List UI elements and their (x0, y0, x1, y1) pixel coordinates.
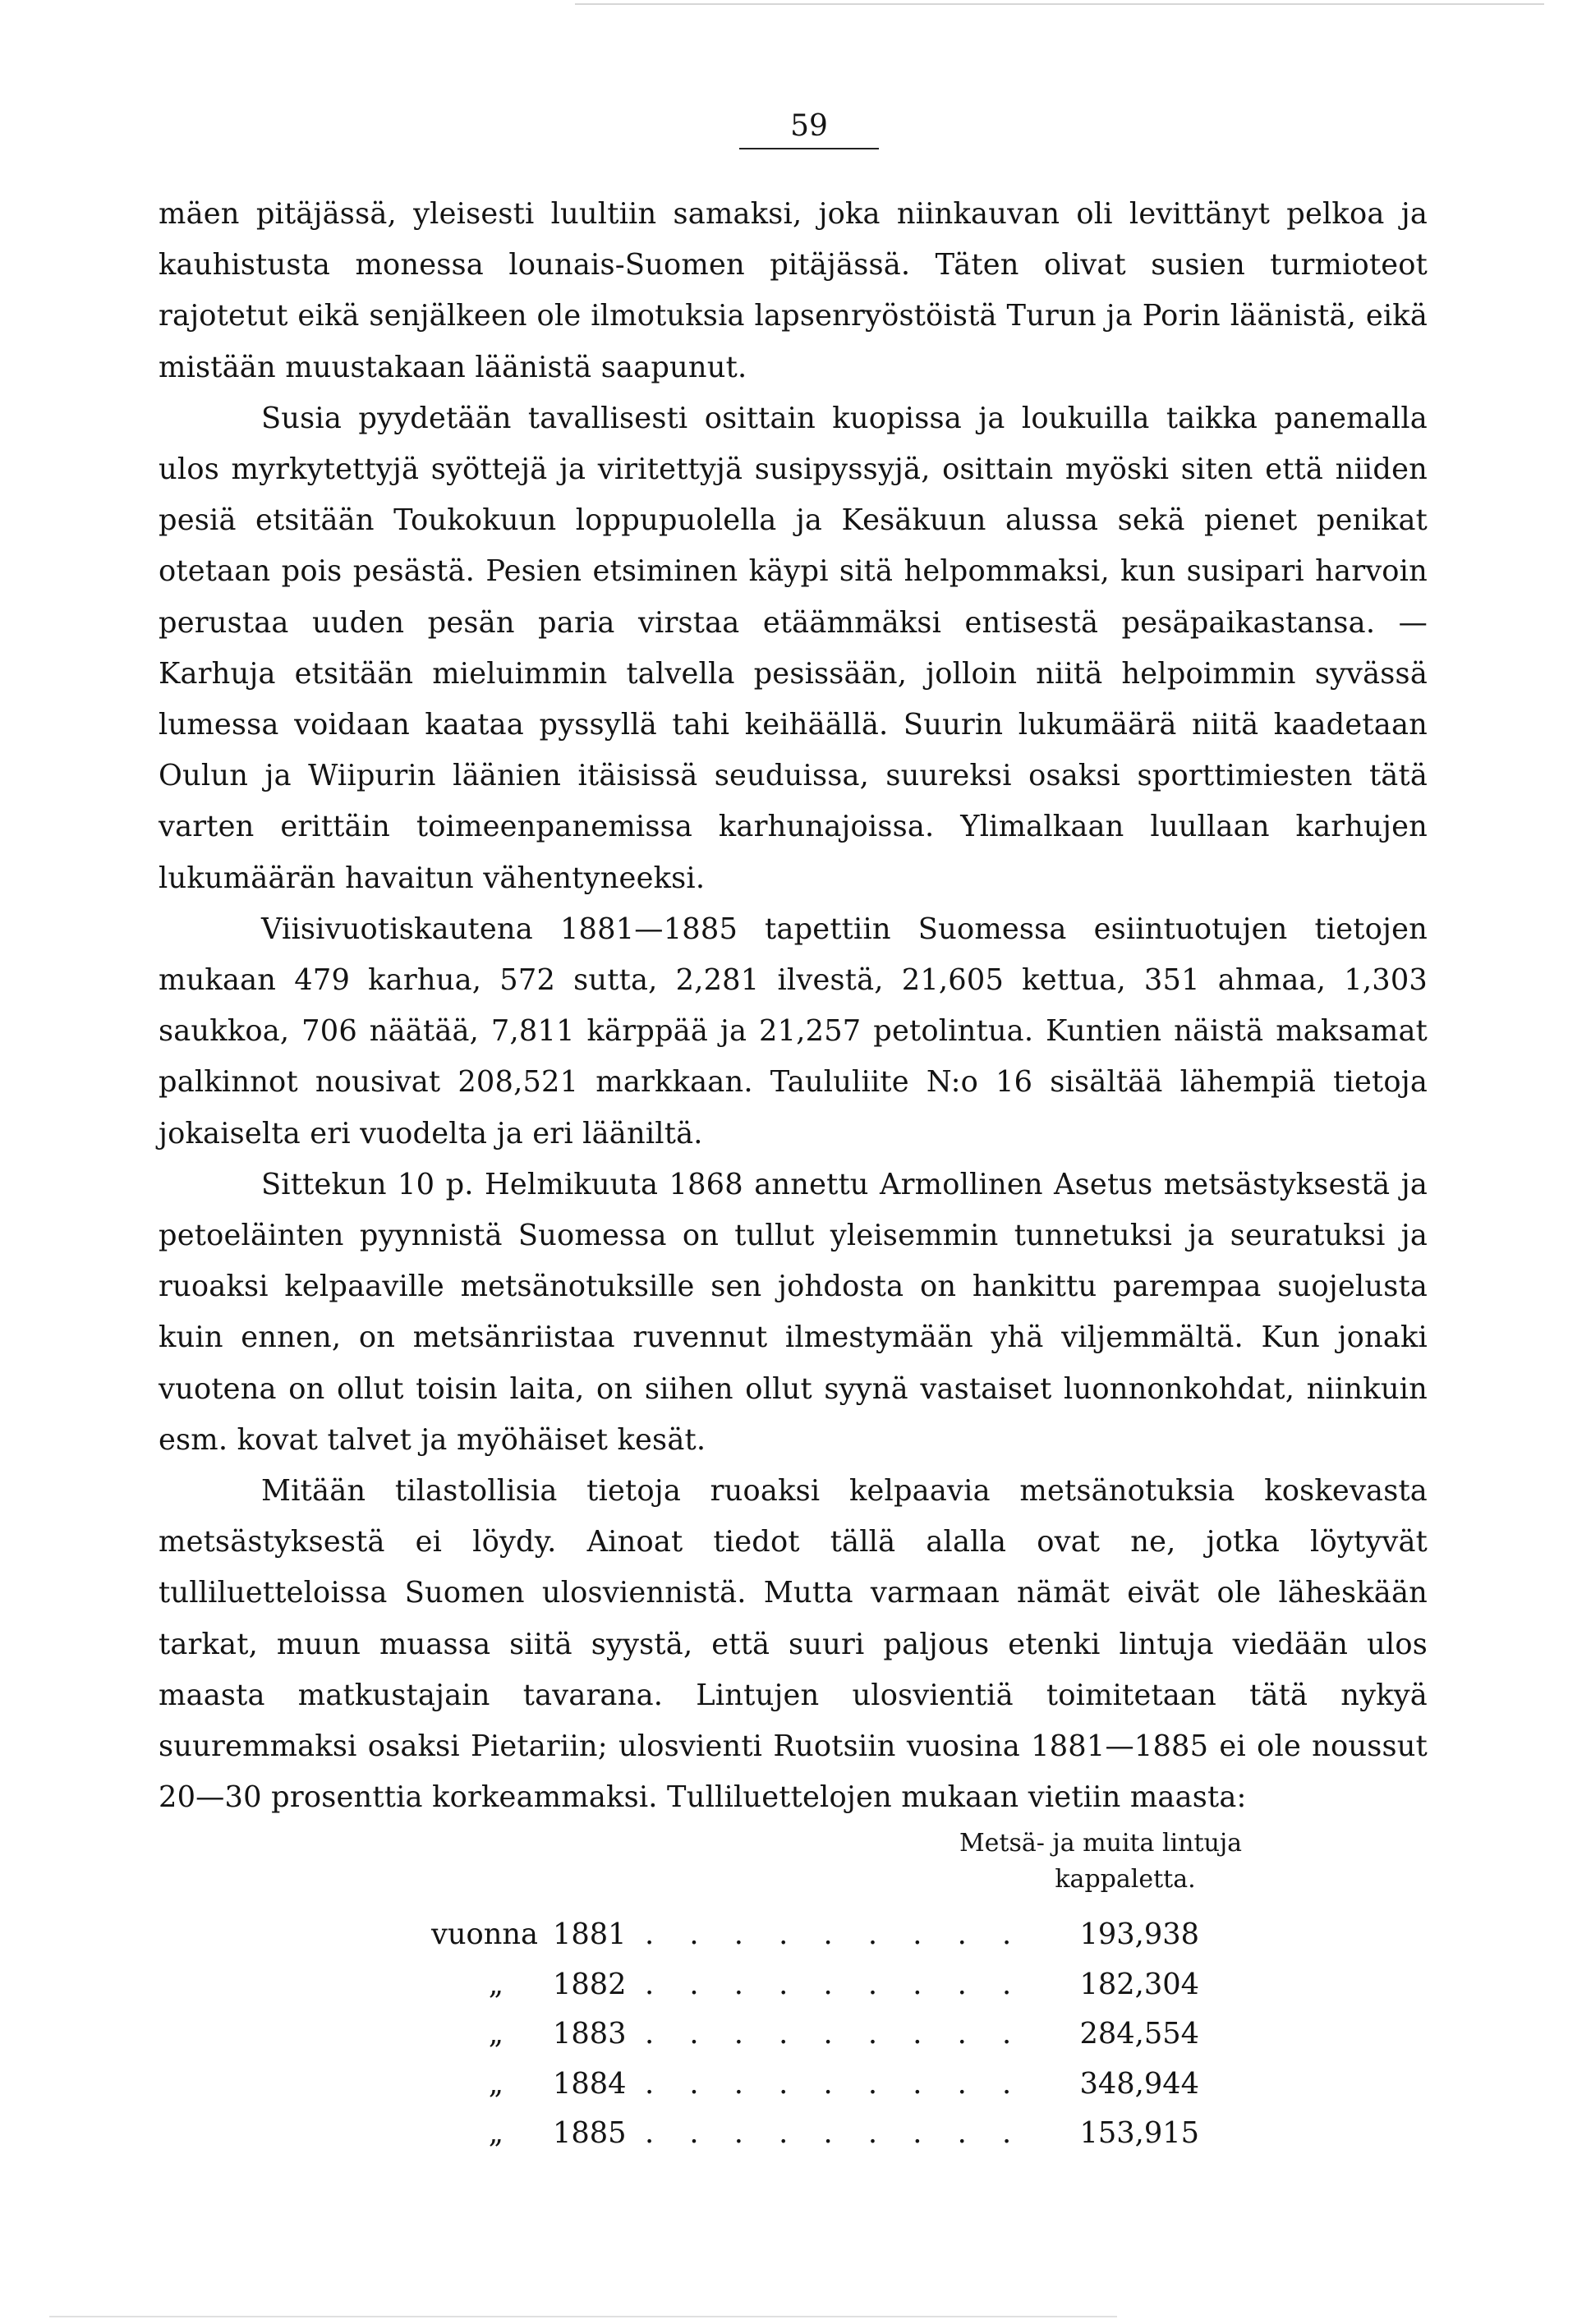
paragraph-4: Sittekun 10 p. Helmikuuta 1868 annettu Armollinen Asetus metsästyksestä ja petoeläinten pyynnistä Suomessa on tullut yleisemmin tunnetuksi ja seuratuksi ja ruoaksi kelpaaville metsänotuksille sen johdosta on hankittu parempaa suojelusta kuin ennen, on metsänriistaa ruvennut ilmestymään yhä viljemmältä. Kun jonaki vuotena on ollut toisin laita, on siihen ollut syynä vastaiset luonnonkohdat, niinkuin esm. kovat talvet ja myöhäiset kesät. (159, 1167, 1428, 1457)
table-row (394, 1918, 1257, 1968)
row-year: 1883 (553, 2017, 627, 2051)
row-value: 182,304 (1079, 1967, 1199, 2001)
scan-edge-mark-top (575, 3, 1544, 5)
row-year: 1881 (553, 1918, 627, 1951)
paragraph-1: mäen pitäjässä, yleisesti luultiin samaksi, joka niinkauvan oli levittänyt pelkoa ja kauhistusta monessa lounais-Suomen pitäjässä. Täten olivat susien turmioteot rajotetut eikä senjälkeen ole ilmotuksia lapsenryöstöistä Turun ja Porin läänistä, eikä mistään muustakaan läänistä saapunut. (159, 197, 1428, 384)
leader-dots: . . . . . . . . . (645, 1967, 1025, 2001)
leader-dots: . . . . . . . . . (645, 2066, 1025, 2101)
table-header (936, 1826, 1265, 1898)
leader-dots: . . . . . . . . . (645, 2017, 1025, 2051)
table-header-line-1: Metsä- ja muita lintuja (959, 1829, 1243, 1858)
table-row (394, 2116, 1257, 2166)
table-header-line-2: kappaletta. (1055, 1865, 1196, 1894)
row-label-ditto: „ (488, 2017, 504, 2051)
paragraph-3: Viisivuotiskautena 1881—1885 tapettiin Suomessa esiintuotujen tietojen mukaan 479 karhua, 572 sutta, 2,281 ilvestä, 21,605 kettua, 351 ahmaa, 1,303 saukkoa, 706 näätää, 7,811 kärppää ja 21,257 petolintua. Kuntien näistä maksamat palkinnot nousivat 208,521 markkaan. Taululiite N:o 16 sisältää lähempiä tietoja jokaiselta eri vuodelta ja eri lääniltä. (159, 912, 1428, 1151)
table-row (394, 2017, 1257, 2067)
leader-dots: . . . . . . . . . (645, 2116, 1025, 2150)
row-value: 193,938 (1079, 1918, 1199, 1951)
table-row (394, 1968, 1257, 2018)
body-text (159, 189, 1428, 1824)
row-year: 1884 (553, 2066, 627, 2101)
row-label-ditto: „ (488, 2116, 504, 2150)
table-row (394, 2067, 1257, 2117)
paragraph-5: Mitään tilastollisia tietoja ruoaksi kelpaavia metsänotuksia koskevasta metsästyksestä ei löydy. Ainoat tiedot tällä alalla ovat ne, jotka löytyvät tulliluetteloissa Suomen ulosviennistä. Mutta varmaan nämät eivät ole läheskään tarkat, muun muassa siitä syystä, että suuri paljous etenki lintuja viedään ulos maasta matkustajain tavarana. Lintujen ulosvientiä toimitetaan tätä nykyä suuremmaksi osaksi Pietariin; ulosvienti Ruotsiin vuosina 1881—1885 ei ole noussut 20—30 prosenttia korkeammaksi. Tulliluettelojen mukaan vietiin maasta: (159, 1474, 1428, 1815)
row-label-ditto: „ (488, 2066, 504, 2101)
export-table (394, 1918, 1257, 2166)
leader-dots: . . . . . . . . . (645, 1918, 1025, 1951)
row-value: 284,554 (1079, 2017, 1199, 2051)
scan-edge-mark-bottom (49, 2316, 1117, 2317)
page-number: 59 (739, 108, 879, 149)
row-value: 348,944 (1079, 2066, 1199, 2101)
row-value: 153,915 (1079, 2116, 1199, 2150)
row-label: vuonna (430, 1918, 538, 1951)
row-label-ditto: „ (488, 1967, 504, 2001)
row-year: 1882 (553, 1967, 627, 2001)
paragraph-2: Susia pyydetään tavallisesti osittain kuopissa ja loukuilla taikka panemalla ulos myrkytettyjä syöttejä ja viritettyjä susipyssyjä, osittain myöski siten että niiden pesiä etsitään Toukokuun loppupuolella ja Kesäkuun alussa sekä pienet penikat otetaan pois pesästä. Pesien etsiminen käypi sitä helpommaksi, kun susipari harvoin perustaa uuden pesän paria virstaa etäämmäksi entisestä pesäpaikastansa. — Karhuja etsitään mieluimmin talvella pesissään, jolloin niitä helpoimmin syvässä lumessa voidaan kaataa pyssyllä tahi keihäällä. Suurin lukumäärä niitä kaadetaan Oulun ja Wiipurin läänien itäisissä seuduissa, suureksi osaksi sporttimiesten tätä varten erittäin toimeenpanemissa karhunajoissa. Ylimalkaan luullaan karhujen lukumäärän havaitun vähentyneeksi. (159, 401, 1428, 895)
row-year: 1885 (553, 2116, 627, 2150)
